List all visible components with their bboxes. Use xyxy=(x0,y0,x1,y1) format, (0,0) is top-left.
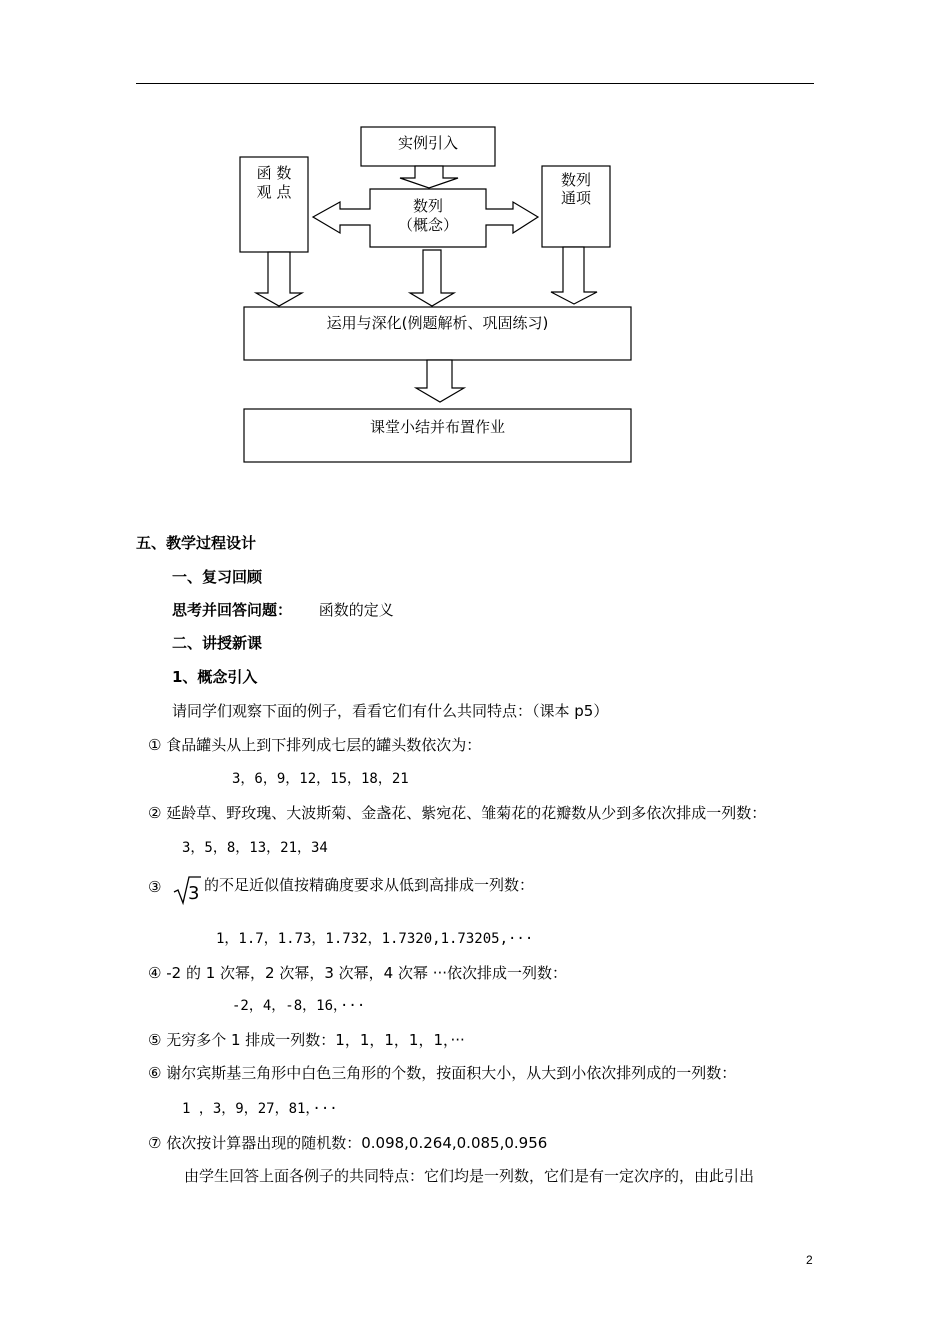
general-term-line2: 通项 xyxy=(560,189,591,207)
concept-intro-heading: 1、概念引入 xyxy=(172,668,258,686)
example-3-label: 的不足近似值按精确度要求从低到高排成一列数： xyxy=(204,876,535,894)
example-3-prefix: ③ xyxy=(148,878,162,896)
radical-value: 3 xyxy=(188,883,200,904)
lesson-flow-diagram xyxy=(0,0,950,480)
example-5-label: ⑤ 无穷多个 1 排成一列数：1，1，1，1，1，··· xyxy=(148,1031,465,1049)
flow-diagram-shapes xyxy=(0,0,950,480)
example-6-label: ⑥ 谢尔宾斯基三角形中白色三角形的个数，按面积大小，从大到小依次排列成的一列数： xyxy=(148,1064,737,1082)
think-line xyxy=(172,600,394,620)
example-1-label: ① 食品罐头从上到下排列成七层的罐头数依次为： xyxy=(148,736,482,754)
summary-label: 课堂小结并布置作业 xyxy=(369,418,505,436)
example-4-label: ④ -2 的 1 次幂，2 次幂，3 次幂，4 次幂 ···依次排成一列数： xyxy=(148,964,568,982)
function-view-line2: 观 点 xyxy=(256,183,292,201)
new-lesson-heading: 二、讲授新课 xyxy=(172,634,263,652)
down-arrow-to-summary xyxy=(416,360,464,402)
section-title: 五、教学过程设计 xyxy=(136,534,257,552)
down-arrow-to-concept xyxy=(400,166,458,188)
conclusion-text: 由学生回答上面各例子的共同特点：它们均是一列数，它们是有一定次序的，由此引出 xyxy=(184,1167,755,1185)
apply-label: 运用与深化(例题解析、巩固练习) xyxy=(326,314,549,332)
function-view-line1: 函 数 xyxy=(256,164,292,182)
example-2-sequence: 3，5，8，13，21，34 xyxy=(182,840,328,856)
example-4-sequence: -2，4，-8，16，··· xyxy=(232,998,366,1014)
think-value: 函数的定义 xyxy=(318,601,394,619)
example-1-sequence: 3，6，9，12，15，18，21 xyxy=(232,771,409,787)
think-label: 思考并回答问题： xyxy=(172,601,293,619)
down-arrow-left xyxy=(256,252,302,306)
example-7-label: ⑦ 依次按计算器出现的随机数：0.098,0.264,0.085,0.956 xyxy=(148,1134,548,1152)
down-arrow-center xyxy=(410,250,454,306)
intro-label: 实例引入 xyxy=(397,134,458,152)
example-3-sequence: 1，1.7，1.73，1.732，1.7320,1.73205,··· xyxy=(216,931,534,947)
general-term-line1: 数列 xyxy=(560,171,591,189)
sequence-concept-line1: 数列 xyxy=(412,197,443,215)
example-2-label: ② 延龄草、野玫瑰、大波斯菊、金盏花、紫宛花、雏菊花的花瓣数从少到多依次排成一列数： xyxy=(148,804,767,822)
down-arrow-right xyxy=(551,247,597,304)
observe-prompt: 请同学们观察下面的例子，看看它们有什么共同特点：（课本 p5） xyxy=(172,702,609,720)
example-6-sequence: 1 ，3，9，27，81，··· xyxy=(182,1101,338,1117)
review-heading: 一、复习回顾 xyxy=(172,568,263,586)
page-number: 2 xyxy=(806,1253,813,1267)
sequence-concept-line2: （概念） xyxy=(397,216,458,234)
